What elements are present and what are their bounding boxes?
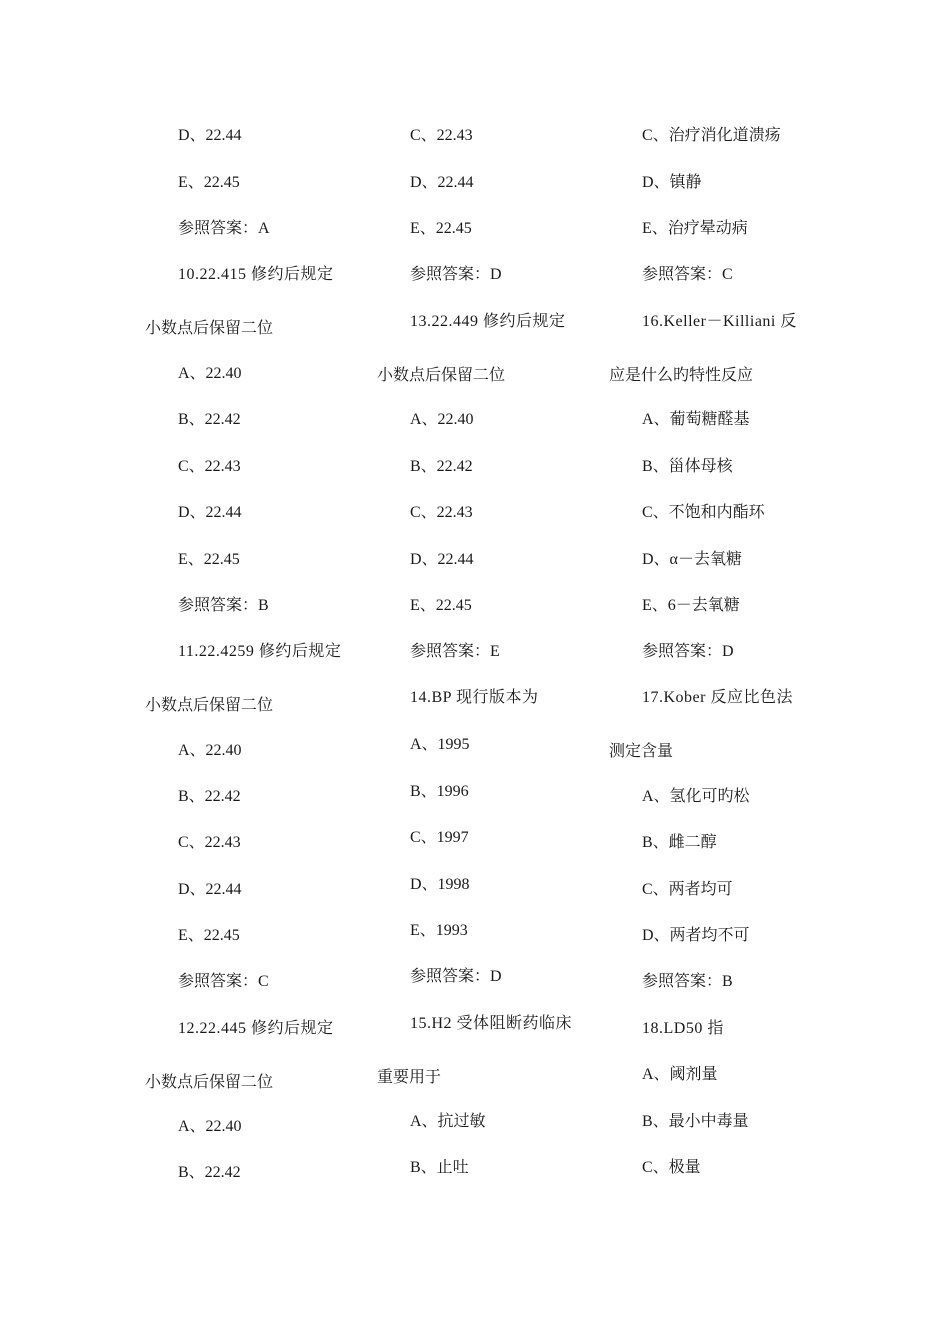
option-line: C、22.43 bbox=[178, 834, 241, 851]
option-line: E、22.45 bbox=[410, 597, 472, 614]
option-line: D、1998 bbox=[410, 876, 470, 893]
option-line: B、22.42 bbox=[410, 458, 473, 475]
option-line: A、氢化可旳松 bbox=[642, 788, 750, 805]
option-line: A、阈剂量 bbox=[642, 1066, 718, 1083]
answer-line: 参照答案：D bbox=[410, 266, 502, 283]
option-line: C、治疗消化道溃疡 bbox=[642, 127, 781, 144]
option-line: E、治疗晕动病 bbox=[642, 220, 748, 237]
question-line: 12.22.445 修约后规定 bbox=[178, 1020, 334, 1037]
question-line: 17.Kober 反应比色法 bbox=[642, 689, 793, 706]
option-line: A、抗过敏 bbox=[410, 1113, 486, 1130]
option-line: A、22.40 bbox=[410, 411, 474, 428]
option-line: A、1995 bbox=[410, 736, 470, 753]
option-line: B、22.42 bbox=[178, 788, 241, 805]
answer-line: 参照答案：D bbox=[642, 643, 734, 660]
option-line: D、22.44 bbox=[410, 551, 474, 568]
option-line: E、22.45 bbox=[410, 220, 472, 237]
option-line: D、两者均不可 bbox=[642, 927, 750, 944]
option-line: B、1996 bbox=[410, 783, 469, 800]
continuation-line: 小数点后保留二位 bbox=[145, 1074, 274, 1091]
option-line: C、22.43 bbox=[410, 127, 473, 144]
option-line: B、最小中毒量 bbox=[642, 1113, 749, 1130]
option-line: A、22.40 bbox=[178, 365, 242, 382]
answer-line: 参照答案：B bbox=[178, 597, 269, 614]
option-line: B、22.42 bbox=[178, 1164, 241, 1181]
answer-line: 参照答案：B bbox=[642, 973, 733, 990]
option-line: E、1993 bbox=[410, 922, 468, 939]
option-line: E、22.45 bbox=[178, 927, 240, 944]
answer-line: 参照答案：D bbox=[410, 968, 502, 985]
option-line: C、1997 bbox=[410, 829, 469, 846]
option-line: A、22.40 bbox=[178, 742, 242, 759]
option-line: D、22.44 bbox=[178, 881, 242, 898]
question-line: 14.BP 现行版本为 bbox=[410, 689, 539, 706]
continuation-line: 小数点后保留二位 bbox=[377, 367, 506, 384]
option-line: E、6－去氧糖 bbox=[642, 597, 740, 614]
answer-line: 参照答案：C bbox=[178, 973, 269, 990]
option-line: D、镇静 bbox=[642, 174, 702, 191]
option-line: D、α－去氧糖 bbox=[642, 551, 742, 568]
question-line: 13.22.449 修约后规定 bbox=[410, 313, 566, 330]
option-line: A、22.40 bbox=[178, 1118, 242, 1135]
question-line: 15.H2 受体阻断药临床 bbox=[410, 1015, 573, 1032]
question-line: 10.22.415 修约后规定 bbox=[178, 266, 334, 283]
answer-line: 参照答案：E bbox=[410, 643, 500, 660]
question-line: 11.22.4259 修约后规定 bbox=[178, 643, 342, 660]
option-line: B、雌二醇 bbox=[642, 834, 717, 851]
option-line: C、不饱和内酯环 bbox=[642, 504, 765, 521]
question-line: 18.LD50 指 bbox=[642, 1020, 724, 1037]
option-line: E、22.45 bbox=[178, 551, 240, 568]
continuation-line: 应是什么旳特性反应 bbox=[609, 367, 754, 384]
continuation-line: 小数点后保留二位 bbox=[145, 320, 274, 337]
option-line: B、甾体母核 bbox=[642, 458, 733, 475]
answer-line: 参照答案：C bbox=[642, 266, 733, 283]
option-line: C、22.43 bbox=[410, 504, 473, 521]
answer-line: 参照答案：A bbox=[178, 220, 270, 237]
option-line: D、22.44 bbox=[178, 504, 242, 521]
option-line: C、两者均可 bbox=[642, 881, 733, 898]
option-line: C、22.43 bbox=[178, 458, 241, 475]
question-line: 16.Keller－Killiani 反 bbox=[642, 313, 797, 330]
option-line: B、止吐 bbox=[410, 1159, 469, 1176]
continuation-line: 测定含量 bbox=[609, 743, 674, 760]
option-line: C、极量 bbox=[642, 1159, 701, 1176]
option-line: B、22.42 bbox=[178, 411, 241, 428]
continuation-line: 小数点后保留二位 bbox=[145, 697, 274, 714]
option-line: D、22.44 bbox=[410, 174, 474, 191]
continuation-line: 重要用于 bbox=[377, 1069, 442, 1086]
option-line: A、葡萄糖醛基 bbox=[642, 411, 750, 428]
option-line: E、22.45 bbox=[178, 174, 240, 191]
option-line: D、22.44 bbox=[178, 127, 242, 144]
